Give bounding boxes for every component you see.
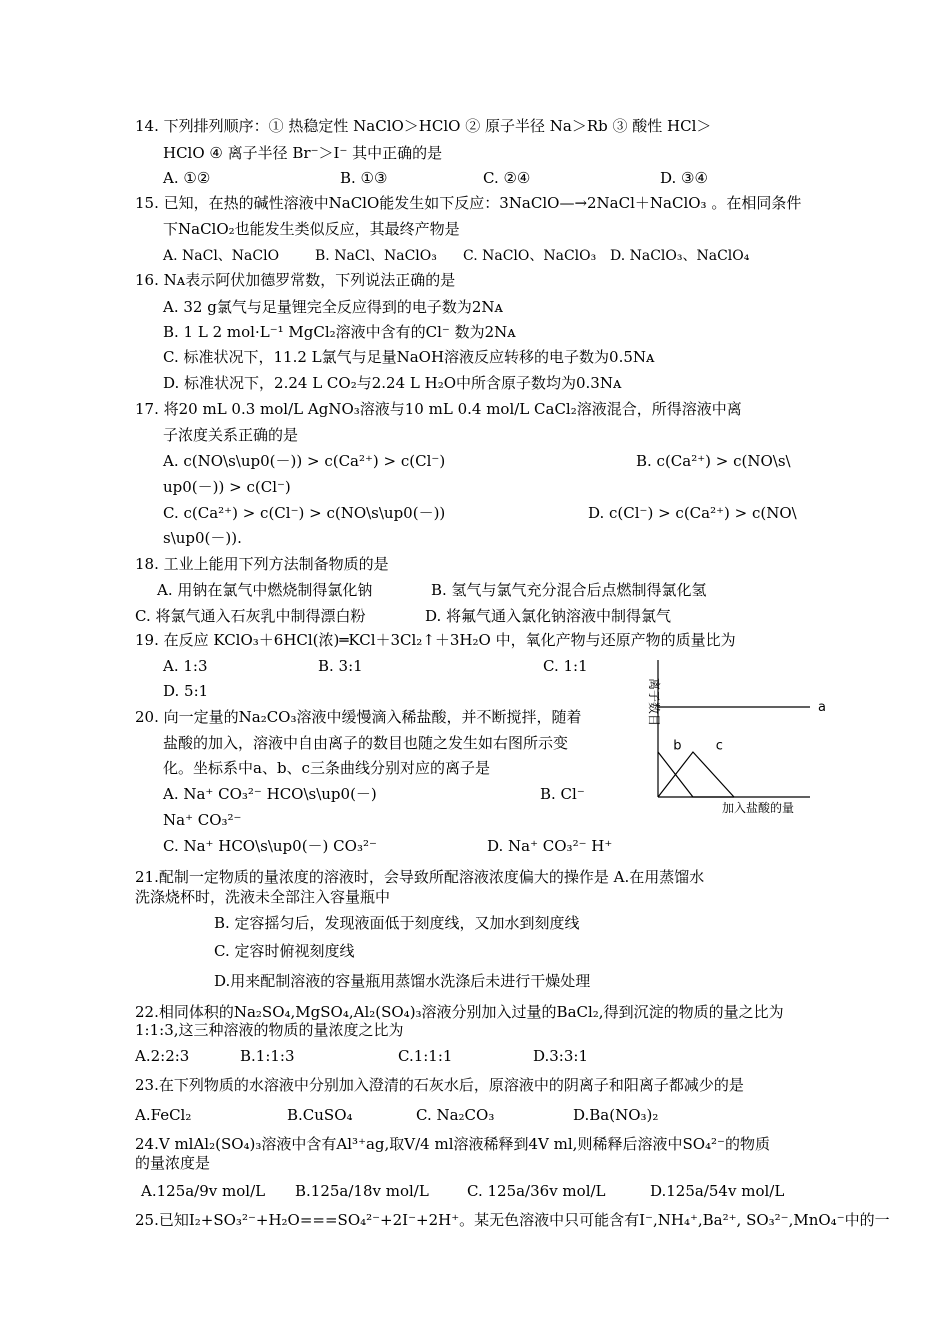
- q20-line3: 化。坐标系中a、b、c三条曲线分别对应的离子是: [163, 759, 490, 777]
- series-a-label: a: [818, 700, 826, 715]
- q14-option-c: C. ②④: [483, 169, 531, 187]
- q16-stem: 16. Nᴀ表示阿伏加德罗常数，下列说法正确的是: [135, 271, 456, 289]
- q15-option-a: A. NaCl、NaClO: [163, 248, 280, 264]
- q21-option-b: B. 定容摇匀后，发现液面低于刻度线，又加水到刻度线: [214, 914, 580, 932]
- q20-line2: 盐酸的加入，溶液中自由离子的数目也随之发生如右图所示变: [163, 734, 569, 752]
- q17-line2: 子浓度关系正确的是: [163, 426, 299, 444]
- q22-line1: 22.相同体积的Na₂SO₄,MgSO₄,Al₂(SO₄)₃溶液分别加入过量的BaCl₂,得到沉淀的物质的量之比为: [135, 1003, 784, 1021]
- q22-option-a: A.2:2:3: [135, 1047, 190, 1065]
- q20-line1: 20. 向一定量的Na₂CO₃溶液中缓慢滴入稀盐酸，并不断搅拌，随着: [135, 708, 582, 726]
- q16-option-c: C. 标准状况下，11.2 L氯气与足量NaOH溶液反应转移的电子数为0.5Nᴀ: [163, 348, 655, 366]
- q15-line2: 下NaClO₂也能发生类似反应，其最终产物是: [163, 220, 460, 238]
- q15-line1: 15. 已知，在热的碱性溶液中NaClO能发生如下反应：3NaClO—→2NaCl＋NaClO₃ 。在相同条件: [135, 194, 802, 212]
- q24-line2: 的量浓度是: [135, 1154, 211, 1172]
- q21-line2: 洗涤烧杯时，洗液未全部注入容量瓶中: [135, 888, 391, 906]
- q23-option-d: D.Ba(NO₃)₂: [573, 1106, 659, 1124]
- q22-option-d: D.3:3:1: [533, 1047, 588, 1065]
- q19-option-a: A. 1:3: [163, 657, 208, 675]
- ion-count-chart: [640, 660, 826, 820]
- q18-option-a: A. 用钠在氯气中燃烧制得氯化钠: [157, 581, 373, 599]
- q21-line1: 21.配制一定物质的量浓度的溶液时，会导致所配溶液浓度偏大的操作是 A.在用蒸馏水: [135, 868, 705, 886]
- q19-option-d: D. 5:1: [163, 682, 209, 700]
- q14-line1: 14. 下列排列顺序：① 热稳定性 NaClO＞HClO ② 原子半径 Na＞Rb ③ 酸性 HCl＞: [135, 117, 712, 135]
- q16-option-d: D. 标准状况下，2.24 L CO₂与2.24 L H₂O中所含原子数均为0.3Nᴀ: [163, 374, 622, 392]
- q21-option-d: D.用来配制溶液的容量瓶用蒸馏水洗涤后未进行干燥处理: [214, 972, 591, 990]
- q18-option-b: B. 氢气与氯气充分混合后点燃制得氯化氢: [431, 581, 707, 599]
- q17-option-d-part2: s\up0(－)).: [163, 529, 242, 547]
- q18-option-d: D. 将氟气通入氯化钠溶液中制得氯气: [425, 607, 672, 625]
- q21-option-c: C. 定容时俯视刻度线: [214, 942, 355, 960]
- q17-option-d-part1: D. c(Cl⁻) > c(Ca²⁺) > c(NO\: [588, 504, 797, 522]
- q15-option-b: B. NaCl、NaClO₃: [315, 248, 437, 264]
- q23-option-b: B.CuSO₄: [287, 1106, 353, 1124]
- q16-option-b: B. 1 L 2 mol·L⁻¹ MgCl₂溶液中含有的Cl⁻ 数为2Nᴀ: [163, 323, 516, 341]
- q14-option-b: B. ①③: [340, 169, 388, 187]
- series-c-line: [658, 752, 734, 797]
- q17-option-b-part2: up0(－)) > c(Cl⁻): [163, 478, 291, 496]
- q20-option-c: C. Na⁺ HCO\s\up0(－) CO₃²⁻: [163, 837, 377, 855]
- q23-option-a: A.FeCl₂: [135, 1106, 192, 1124]
- q24-line1: 24.V mlAl₂(SO₄)₃溶液中含有Al³⁺ag,取V/4 ml溶液稀释到4V ml,则稀释后溶液中SO₄²⁻的物质: [135, 1135, 770, 1153]
- q20-option-a: A. Na⁺ CO₃²⁻ HCO\s\up0(－): [163, 785, 377, 803]
- q14-option-d: D. ③④: [660, 169, 708, 187]
- chart-ylabel: 离子数目: [647, 678, 661, 727]
- q20-option-d: D. Na⁺ CO₃²⁻ H⁺: [487, 837, 613, 855]
- q15-option-c: C. NaClO、NaClO₃: [463, 248, 597, 264]
- q22-option-b: B.1:1:3: [240, 1047, 295, 1065]
- q15-option-d: D. NaClO₃、NaClO₄: [610, 248, 750, 264]
- series-b-label: b: [673, 738, 682, 754]
- series-c-label: c: [715, 738, 723, 754]
- chart-xlabel: 加入盐酸的量: [722, 801, 795, 815]
- q23-stem: 23.在下列物质的水溶液中分别加入澄清的石灰水后，原溶液中的阴离子和阳离子都减少的是: [135, 1076, 744, 1094]
- q24-option-c: C. 125a/36v mol/L: [467, 1182, 606, 1200]
- q14-line2: HClO ④ 离子半径 Br⁻＞I⁻ 其中正确的是: [163, 144, 443, 162]
- q24-option-b: B.125a/18v mol/L: [295, 1182, 429, 1200]
- q17-line1: 17. 将20 mL 0.3 mol/L AgNO₃溶液与10 mL 0.4 mol/L CaCl₂溶液混合，所得溶液中离: [135, 400, 742, 418]
- q24-option-d: D.125a/54v mol/L: [650, 1182, 785, 1200]
- q17-option-a: A. c(NO\s\up0(－)) > c(Ca²⁺) > c(Cl⁻): [163, 452, 446, 470]
- series-b-line: [658, 752, 734, 797]
- q17-option-b-part1: B. c(Ca²⁺) > c(NO\s\: [636, 452, 791, 470]
- q24-option-a: A.125a/9v mol/L: [141, 1182, 266, 1200]
- q17-option-c: C. c(Ca²⁺) > c(Cl⁻) > c(NO\s\up0(－)): [163, 504, 446, 522]
- q19-option-b: B. 3:1: [318, 657, 363, 675]
- q18-option-c: C. 将氯气通入石灰乳中制得漂白粉: [135, 607, 366, 625]
- q19-option-c: C. 1:1: [543, 657, 588, 675]
- q22-line2: 1:1:3,这三种溶液的物质的量浓度之比为: [135, 1021, 404, 1039]
- q23-option-c: C. Na₂CO₃: [416, 1106, 495, 1124]
- q20-option-b-part2: Na⁺ CO₃²⁻: [163, 811, 242, 829]
- q20-option-b-part1: B. Cl⁻: [540, 785, 585, 803]
- q25-line1: 25.已知I₂+SO₃²⁻+H₂O===SO₄²⁻+2I⁻+2H⁺。某无色溶液中只可能含有I⁻,NH₄⁺,Ba²⁺, SO₃²⁻,MnO₄⁻中的一: [135, 1211, 890, 1229]
- q19-stem: 19. 在反应 KClO₃＋6HCl(浓)═KCl＋3Cl₂↑＋3H₂O 中，氧化产物与还原产物的质量比为: [135, 631, 736, 649]
- q22-option-c: C.1:1:1: [398, 1047, 453, 1065]
- q16-option-a: A. 32 g氯气与足量锂完全反应得到的电子数为2Nᴀ: [163, 298, 503, 316]
- q14-option-a: A. ①②: [163, 169, 211, 187]
- q18-stem: 18. 工业上能用下列方法制备物质的是: [135, 555, 389, 573]
